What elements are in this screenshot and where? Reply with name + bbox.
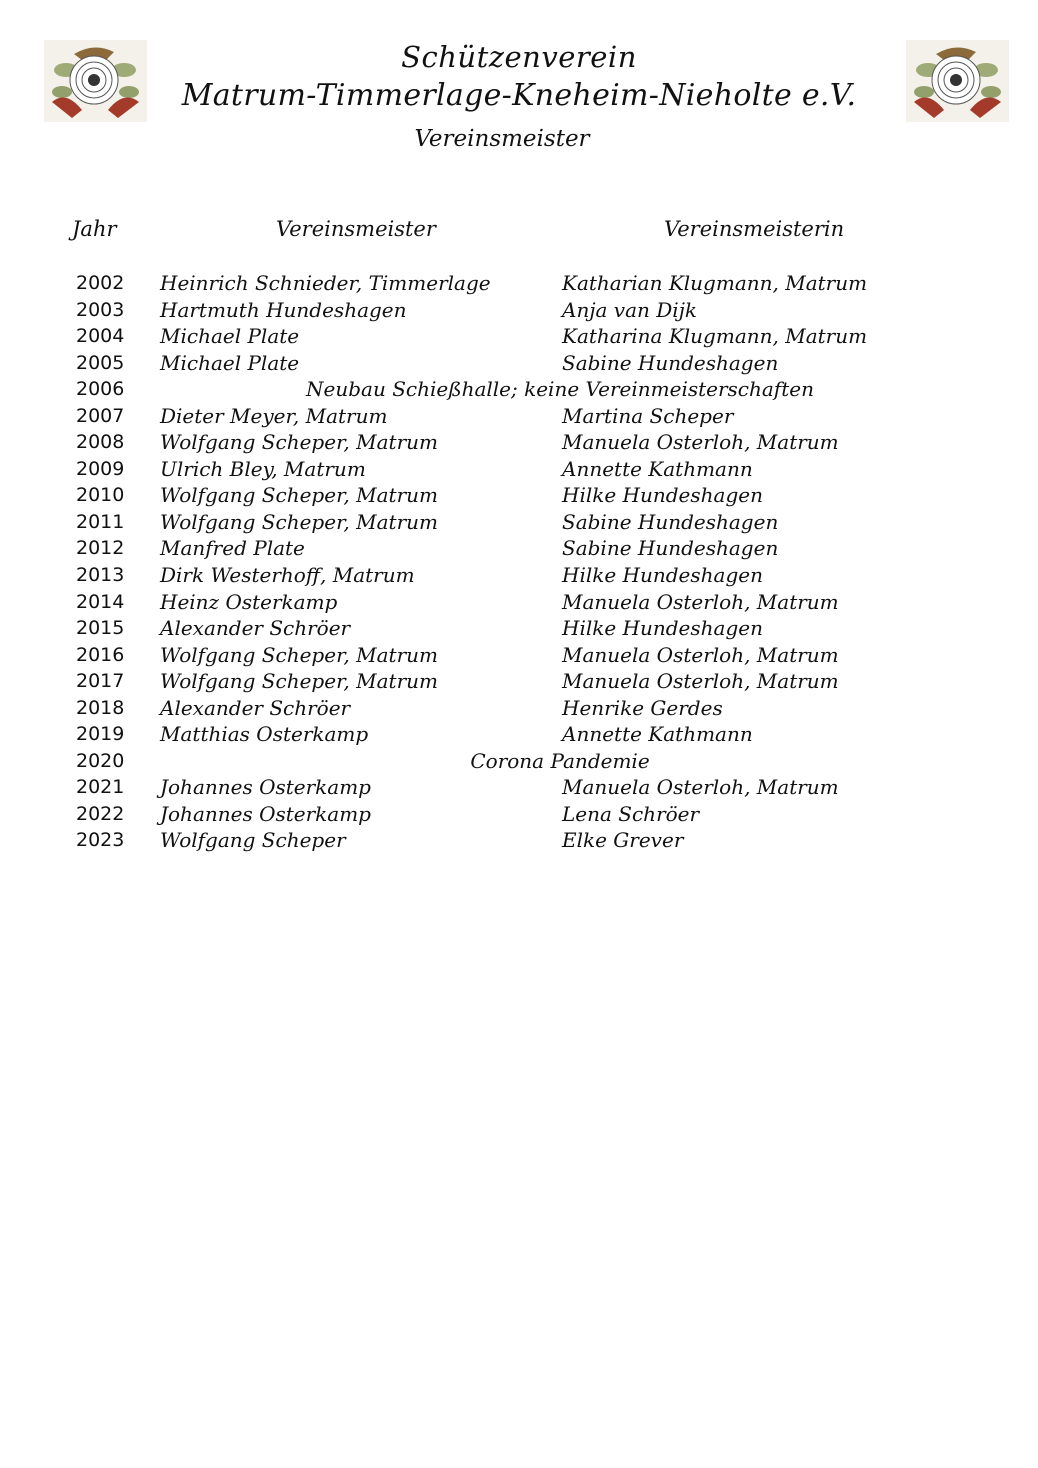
- club-full-name: Matrum-Timmerlage-Kneheim-Nieholte e.V.: [181, 78, 857, 113]
- women-champion-cell: Hilke Hundeshagen: [562, 563, 763, 588]
- year-cell: 2019: [76, 723, 125, 746]
- table-row: [0, 589, 1038, 616]
- table-row: [0, 350, 1038, 377]
- table-row: [0, 774, 1038, 801]
- year-cell: 2014: [76, 590, 125, 613]
- column-header-men: Vereinsmeister: [276, 217, 436, 241]
- table-row: [0, 827, 1038, 854]
- women-champion-cell: Hilke Hundeshagen: [562, 483, 763, 508]
- women-champion-cell: Elke Grever: [562, 828, 684, 853]
- year-cell: 2011: [76, 510, 125, 533]
- table-row: [0, 456, 1038, 483]
- women-champion-cell: Hilke Hundeshagen: [562, 616, 763, 641]
- year-cell: 2020: [76, 749, 125, 772]
- year-cell: 2017: [76, 670, 125, 693]
- table-row: [0, 323, 1038, 350]
- women-champion-cell: Sabine Hundeshagen: [562, 350, 779, 375]
- year-cell: 2012: [76, 537, 125, 560]
- men-champion-cell: Hartmuth Hundeshagen: [160, 297, 407, 322]
- men-champion-cell: Johannes Osterkamp: [160, 801, 371, 826]
- men-champion-cell: Wolfgang Scheper, Matrum: [160, 509, 438, 534]
- men-champion-cell: Manfred Plate: [160, 536, 305, 561]
- year-cell: 2022: [76, 802, 125, 825]
- table-row: [0, 562, 1038, 589]
- table-row: [0, 615, 1038, 642]
- women-champion-cell: Sabine Hundeshagen: [562, 509, 779, 534]
- women-champion-cell: Manuela Osterloh, Matrum: [562, 430, 839, 455]
- men-champion-cell: Michael Plate: [160, 350, 300, 375]
- column-header-year: Jahr: [72, 217, 117, 241]
- year-cell: 2021: [76, 776, 125, 799]
- year-cell: 2005: [76, 351, 125, 374]
- year-cell: 2002: [76, 272, 125, 294]
- men-champion-cell: Dirk Westerhoff, Matrum: [160, 563, 415, 588]
- men-champion-cell: Johannes Osterkamp: [160, 775, 371, 800]
- women-champion-cell: Katharian Klugmann, Matrum: [562, 271, 868, 295]
- champions-table: [0, 270, 1038, 854]
- women-champion-cell: Lena Schröer: [562, 801, 700, 826]
- year-cell: 2003: [76, 298, 125, 321]
- men-champion-cell: Michael Plate: [160, 324, 300, 349]
- column-header-women: Vereinsmeisterin: [664, 217, 845, 241]
- table-row: [0, 748, 1038, 775]
- table-row: [0, 642, 1038, 669]
- women-champion-cell: Anja van Dijk: [562, 297, 698, 322]
- table-row: [0, 482, 1038, 509]
- women-champion-cell: Henrike Gerdes: [562, 695, 723, 720]
- year-cell: 2018: [76, 696, 125, 719]
- year-cell: 2013: [76, 564, 125, 587]
- men-champion-cell: Heinrich Schnieder, Timmerlage: [160, 271, 491, 295]
- women-champion-cell: Katharina Klugmann, Matrum: [562, 324, 868, 349]
- year-cell: 2008: [76, 431, 125, 454]
- year-cell: 2004: [76, 325, 125, 348]
- women-champion-cell: Sabine Hundeshagen: [562, 536, 779, 561]
- table-row: [0, 403, 1038, 430]
- men-champion-cell: Matthias Osterkamp: [160, 722, 369, 747]
- men-champion-cell: Heinz Osterkamp: [160, 589, 338, 614]
- men-champion-cell: Dieter Meyer, Matrum: [160, 403, 388, 428]
- year-cell: 2010: [76, 484, 125, 507]
- table-row: [0, 535, 1038, 562]
- year-cell: 2007: [76, 404, 125, 427]
- women-champion-cell: Manuela Osterloh, Matrum: [562, 589, 839, 614]
- note-cell: Neubau Schießhalle; keine Vereinmeisterschaften: [306, 377, 814, 402]
- men-champion-cell: Alexander Schröer: [160, 616, 351, 641]
- women-champion-cell: Annette Kathmann: [562, 722, 753, 747]
- women-champion-cell: Annette Kathmann: [562, 456, 753, 481]
- table-row: [0, 270, 1038, 297]
- club-name: Schützenverein: [401, 40, 637, 74]
- women-champion-cell: Manuela Osterloh, Matrum: [562, 775, 839, 800]
- men-champion-cell: Wolfgang Scheper, Matrum: [160, 669, 438, 694]
- table-row: [0, 297, 1038, 324]
- page-title: Vereinsmeister: [414, 126, 590, 152]
- men-champion-cell: Wolfgang Scheper, Matrum: [160, 642, 438, 667]
- year-cell: 2006: [76, 378, 125, 401]
- table-row: [0, 695, 1038, 722]
- women-champion-cell: Manuela Osterloh, Matrum: [562, 642, 839, 667]
- year-cell: 2009: [76, 457, 125, 480]
- women-champion-cell: Martina Scheper: [562, 403, 734, 428]
- men-champion-cell: Alexander Schröer: [160, 695, 351, 720]
- table-row: [0, 429, 1038, 456]
- women-champion-cell: Manuela Osterloh, Matrum: [562, 669, 839, 694]
- table-row: [0, 376, 1038, 403]
- men-champion-cell: Wolfgang Scheper, Matrum: [160, 430, 438, 455]
- men-champion-cell: Wolfgang Scheper, Matrum: [160, 483, 438, 508]
- men-champion-cell: Ulrich Bley, Matrum: [160, 456, 366, 481]
- table-row: [0, 801, 1038, 828]
- year-cell: 2015: [76, 617, 125, 640]
- table-row: [0, 509, 1038, 536]
- men-champion-cell: Wolfgang Scheper: [160, 828, 346, 853]
- note-cell: Corona Pandemie: [470, 748, 650, 773]
- table-row: [0, 668, 1038, 695]
- year-cell: 2016: [76, 643, 125, 666]
- year-cell: 2023: [76, 829, 125, 852]
- table-row: [0, 721, 1038, 748]
